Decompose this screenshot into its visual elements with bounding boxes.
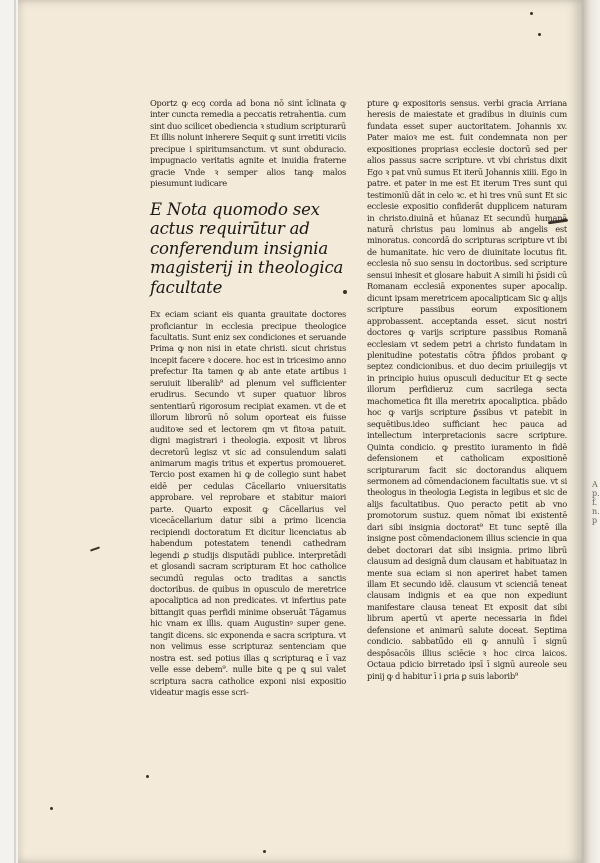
- ink-speck: [146, 775, 149, 778]
- ink-speck: [263, 850, 266, 853]
- page-gutter: [582, 0, 600, 863]
- bleed-through-text: A p. f. n. p: [592, 480, 600, 525]
- right-text-column: [367, 98, 567, 682]
- ink-speck: [50, 807, 53, 810]
- ink-speck: [538, 33, 541, 36]
- intro-paragraph: Oportz ꝙ ecꝯ corda ad bona nō sint īclinata ꝙ inter cuncta remedia a peccatis retrahentia. cum sint duo scilicet obediencia ꝛ studium scripturarū Et illis nolunt inherere Sequit ꝙ sunt irretiti viciis precipue i spiritumsanctum. vt sunt obduracio. impugnacio veritatis agnite et inuidia fraterne gracie Vnde ꝛ semper alios tanꝙ malos piesumunt iudicare: [150, 98, 346, 189]
- ink-speck: [90, 546, 100, 551]
- body-paragraph: Ex eciam sciant eis quanta grauitate doctores proficiantur in ecclesia precipue theologice facultatis. Sunt eniz sex condiciones et seruande Prima ꝙ non nisi in etate christi. sicut christus incepit facere ꝛ docere. hoc est in tricesimo anno prefectur Ita tamen ꝙ ab ante etate artibus i seruiuit liberalib⁹ ad plenum vel sufficienter erudirus. Secundo vt super quatuor libros sententiarū rigorosum recipiat examen. vt de et illorum librorū nō solum oporteat eis fuisse auditoꝛe sed et lectorem qm vt fitoꝛa patuit. digni magistrari i theologia. exposit vt libros decretorū legisz vt sic ad consulendum salati animarum magis tritus et expertus promoueret. Tercio post examen hi ꝙ de collegio sunt habet eidē per cedulas Cācellario vniuersitatis approbare. vel reprobare et stabitur maiori parte. Quarto exposit ꝙ Cācellarius vel vicecācellarium datur sibi a primo licencia recipiendi doctoratum Et dicitur licenciatus ab habendum potestatem tenendi cathedram legendi ꝓ studijs disputādi publice. interpretādi et glosandi sacram scripturam Et hoc catholice secundū regulas octo traditas a sanctis doctoribus. de quibus in opusculo de meretrice apocaliptica ad non predicates. vt infertius pate bittangit quas perfidi minime obseruāt Tāgamus hic vnam ex illis. quam Augustinꝰ super gene. tangit dicens. sic exponenda e sacra scriptura. vt non velimus esse scripturaz sentenciam que nostra est. sed potius illas ꝗ scripturaꝗ e ī vaz velle esse debem⁹. nulle bite ꝗ pe ꝗ sui valet scriptura sacra catholice exponi nisi expositio videatur magis esse scri-: [150, 309, 346, 698]
- continuation-paragraph: pture ꝙ expositoris sensus. verbi gracia Arriana heresis de maiestate et gradibus in diuinis cum fundata esset super auctoritatem. Johannis xv. Pater maioꝛ me est. fuit condemnata non per expositiones propriasꝛ ecclesie doctorū sed per alios passus sacre scripture. vt vbi christus dixit Ego ꝛ pat vnū sumus Et iterū Johannis xiiii. Ego in patre. et pater in me est Et iterum Tres sunt qui testimoniū dāt in celo ꝛc. et hi tres vnū sunt Et sic ecclesie expositio confiderāt dupplicem naturam in christo.diuinā et hūanaz Et secundū humanā naturā christus pau lominus ab angelis est minoratus. concordā do scripturas scripture vt ibi de humanitate. hic vero de diuinitate locutus fit. ecclesia nō suo sensu in doctoribus. sed scripture sensui inhesit et glosare habuit A simili hi p̄sidi cū Romanam ecclesiā exponentes super apocalip. dicunt ipsam meretricem apocalipticam Sic ꝙ alijs scripture passibus eorum expositionem approbassent. acceptanda esset. sicut nostri doctores ꝙ varijs scripture passibus Romanā ecclesiam vt sedem petri a christo fundatam in plenitudine potestatis cōtra p̄fidos probant ꝙ septez condicionibus. et duo decim priuilegijs vt in principio huius opusculi deducitur Et ꝙ secte illorum perfidieruz cum sacrilega secta machometica fit illa meretrix apocaliptica. pbādo hoc ꝙ varijs scripture ꝑ̄ssibus vt patebit in sequētibus.ideo sufficiant hec pauca ad intellectum interpretacionis sacre scripture. Quinta condicio. ꝙ prestito iuramento in fidē defensionem et catholicam expositionē scripturarum facit sic doctorandus aliquem sermonem ad cōmendacionem facultatis sue. vt si theologus in theologia Legista in legibus et sic de alijs facultatibus. Quo peracto petit ab vno promotorum sustuz. quem nōmat ibi existentē dari sibi insignia doctorat⁹ Et tunc septē illa insigne post cōmendacionem illius sciencie in qua debet doctorari dat sibi insignia. primo librū clausum ad designā dum clausam et habituataz in mente sua eciam si non aperiret habet tamen illam Et secundo idē. clausum vt scienciā teneat clausam indignis et ea que non expediunt manifestare clausa teneat Et exposit dat sibi librum apertū vt aperte necessaria in fidei defensione et animarū salute doceat. Septima condicio. sabbatū̄do eii ꝙ annulū ī signū despōsacōis illius sciēcie ꝛ hoc circa laicos. Octaua pdicio birretado ipsī ī signū aureole seu pinij ꝙ d habitur ī i ꝑria ꝑ suis laborib⁹: [367, 98, 567, 681]
- section-heading: E Nota quomodo sex actus requirūtur ad conferendum insignia magisterij in theologica facultate: [150, 199, 344, 297]
- facing-page-edge: [14, 0, 16, 863]
- ink-speck: [530, 12, 533, 15]
- left-text-column: [150, 98, 346, 699]
